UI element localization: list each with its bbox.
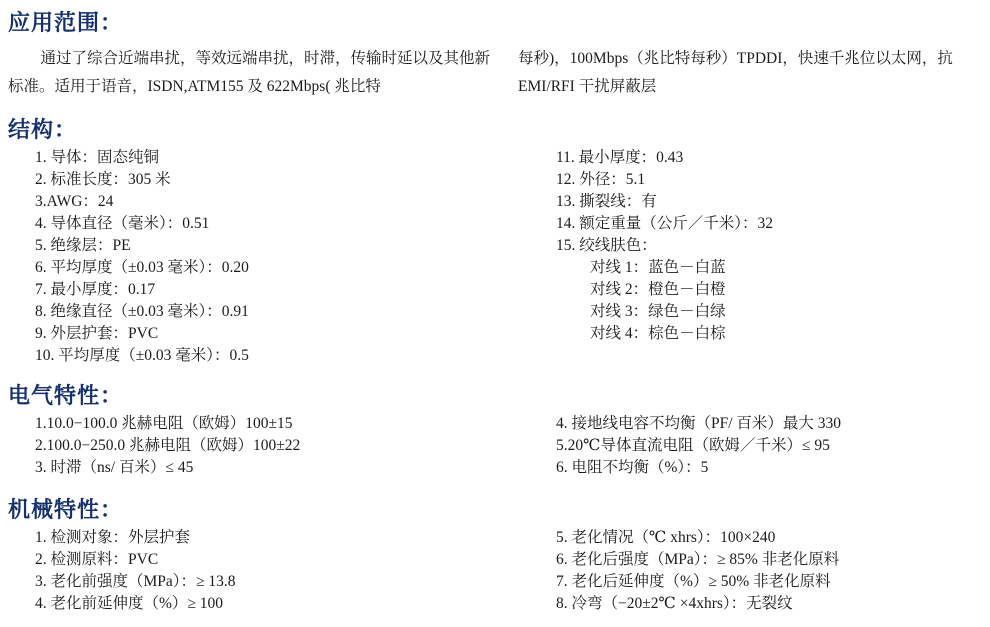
spec-item: 9. 外层护套：PVC [35,325,159,342]
structure-list-left [8,147,518,367]
electrical-list-left [8,413,518,479]
spec-item: 14. 额定重量（公斤／千米）：32 [556,215,774,232]
spec-item: 1. 导体：固态纯铜 [35,149,160,166]
spec-item: 2. 标准长度：305 米 [35,171,171,188]
spec-item: 1. 检测对象：外层护套 [35,529,191,546]
spec-item: 3. 老化前强度（MPa）：≥ 13.8 [35,573,236,590]
spec-item: 2. 检测原料：PVC [35,551,159,568]
spec-item: 4. 老化前延伸度（%）≥ 100 [35,595,224,612]
spec-item: 4. 接地线电容不均衡（PF/ 百米）最大 330 [556,415,842,432]
application-paragraph-left: 通过了综合近端串扰，等效远端串扰，时滞，传输时延以及其他新标准。适用于语音，ISDN,ATM155 及 622Mbps( 兆比特 [8,50,491,95]
spec-item: 6. 平均厚度（±0.03 毫米）：0.20 [35,259,249,276]
spec-item: 3.AWG：24 [35,193,114,210]
pair-color-item: 对线 4：棕色－白棕 [590,325,726,342]
electrical-list-right [518,413,978,479]
spec-item: 5.20℃导体直流电阻（欧姆／千米）≤ 95 [556,437,830,454]
spec-item: 1.10.0−100.0 兆赫电阻（欧姆）100±15 [35,415,293,432]
spec-item: 4. 导体直径（毫米）：0.51 [35,215,210,232]
spec-item: 10. 平均厚度（±0.03 毫米）：0.5 [35,347,249,364]
spec-item: 8. 绝缘直径（±0.03 毫米）：0.91 [35,303,249,320]
section-mechanical [8,495,978,615]
electrical-columns [8,411,978,479]
structure-columns [8,145,978,367]
section-structure [8,115,978,367]
spec-item: 7. 最小厚度：0.17 [35,281,156,298]
section-application [8,8,978,101]
mechanical-list-right [518,527,978,615]
section-heading-application: 应用范围： [8,10,124,35]
spec-item: 13. 撕裂线：有 [556,193,657,210]
section-heading-structure: 结构： [8,117,78,142]
section-heading-electrical: 电气特性： [8,383,124,408]
spec-item: 11. 最小厚度：0.43 [556,149,684,166]
spec-item: 5. 绝缘层：PE [35,237,131,254]
application-columns [8,38,978,101]
spec-item: 5. 老化情况（℃ xhrs）：100×240 [556,529,776,546]
spec-item: 3. 时滞（ns/ 百米）≤ 45 [35,459,194,476]
mechanical-columns [8,525,978,615]
section-electrical [8,381,978,479]
spec-item: 6. 电阻不均衡（%）：5 [556,459,709,476]
spec-item: 15. 绞线肤色： [556,237,657,254]
section-heading-mechanical: 机械特性： [8,497,124,522]
structure-list-right [518,147,978,345]
spec-item: 12. 外径：5.1 [556,171,646,188]
application-paragraph-right: 每秒)，100Mbps（兆比特每秒）TPDDI，快速千兆位以太网，抗 EMI/RFI 干扰屏蔽层 [518,50,953,95]
pair-color-item: 对线 3：绿色－白绿 [590,303,726,320]
spec-item: 6. 老化后强度（MPa）：≥ 85% 非老化原料 [556,551,840,568]
mechanical-list-left [8,527,518,615]
spec-item: 7. 老化后延伸度（%）≥ 50% 非老化原料 [556,573,831,590]
spec-item: 8. 冷弯（−20±2℃ ×4xhrs）：无裂纹 [556,595,793,612]
spec-item: 2.100.0−250.0 兆赫电阻（欧姆）100±22 [35,437,301,454]
pair-color-item: 对线 1：蓝色－白蓝 [590,259,726,276]
pair-color-item: 对线 2：橙色－白橙 [590,281,726,298]
